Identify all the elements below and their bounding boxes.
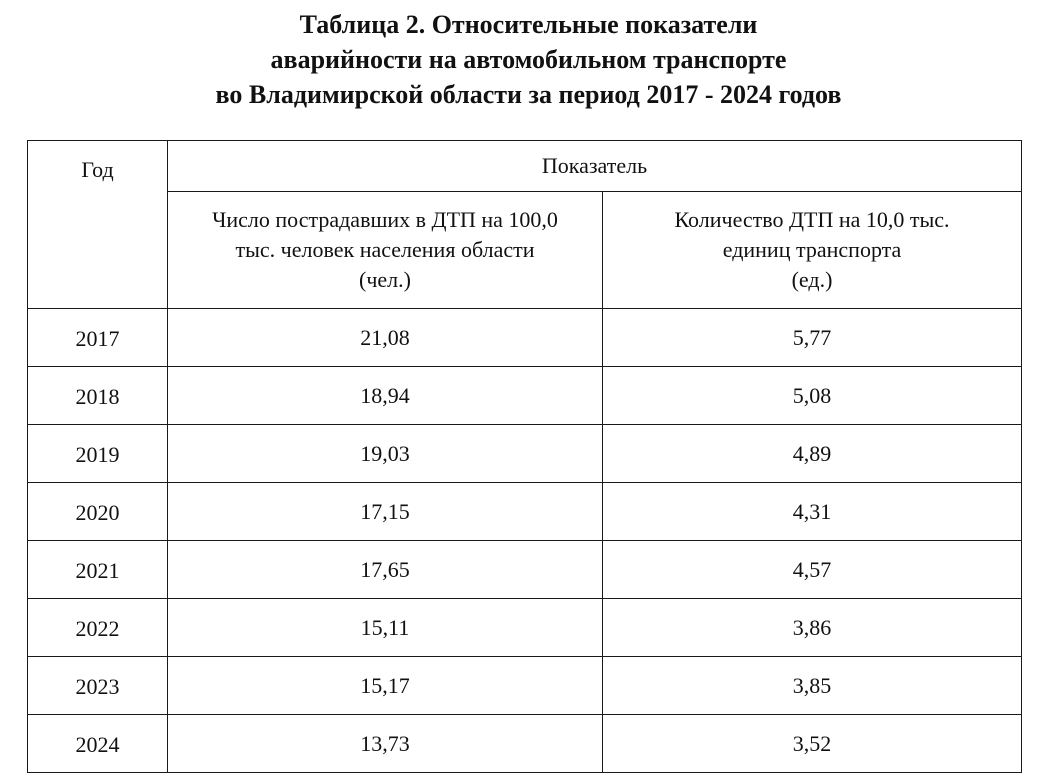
cell-accidents: 4,57 — [603, 541, 1022, 599]
cell-victims: 13,73 — [168, 715, 603, 773]
cell-year: 2022 — [28, 599, 168, 657]
table-row — [28, 483, 1022, 541]
cell-year: 2024 — [28, 715, 168, 773]
accident-rate-table — [27, 140, 1022, 773]
table-row — [28, 425, 1022, 483]
table-row — [28, 367, 1022, 425]
table-row — [28, 599, 1022, 657]
cell-accidents: 3,52 — [603, 715, 1022, 773]
cell-accidents: 5,77 — [603, 309, 1022, 367]
cell-year: 2023 — [28, 657, 168, 715]
cell-accidents: 5,08 — [603, 367, 1022, 425]
table-row — [28, 309, 1022, 367]
title-line-3: во Владимирской области за период 2017 - 2024 годов — [215, 80, 842, 109]
cell-year: 2021 — [28, 541, 168, 599]
cell-year: 2017 — [28, 309, 168, 367]
cell-accidents: 3,85 — [603, 657, 1022, 715]
header-indicator-group: Показатель — [168, 141, 1022, 192]
cell-year: 2020 — [28, 483, 168, 541]
cell-accidents: 4,31 — [603, 483, 1022, 541]
cell-accidents: 4,89 — [603, 425, 1022, 483]
cell-year: 2019 — [28, 425, 168, 483]
table-title — [0, 7, 1049, 112]
cell-year: 2018 — [28, 367, 168, 425]
cell-victims: 15,17 — [168, 657, 603, 715]
header-victims-per-100k: Число пострадавших в ДТП на 100,0 тыс. человек населения области (чел.) — [168, 192, 603, 309]
header-year: Год — [28, 141, 168, 309]
cell-victims: 19,03 — [168, 425, 603, 483]
title-line-1: Таблица 2. Относительные показатели — [299, 10, 758, 39]
table-row — [28, 657, 1022, 715]
cell-victims: 17,65 — [168, 541, 603, 599]
header-accidents-per-10k-vehicles: Количество ДТП на 10,0 тыс. единиц транспорта (ед.) — [603, 192, 1022, 309]
cell-victims: 18,94 — [168, 367, 603, 425]
cell-victims: 17,15 — [168, 483, 603, 541]
title-line-2: аварийности на автомобильном транспорте — [270, 45, 787, 74]
table-row — [28, 541, 1022, 599]
cell-victims: 21,08 — [168, 309, 603, 367]
cell-accidents: 3,86 — [603, 599, 1022, 657]
table-row — [28, 715, 1022, 773]
cell-victims: 15,11 — [168, 599, 603, 657]
